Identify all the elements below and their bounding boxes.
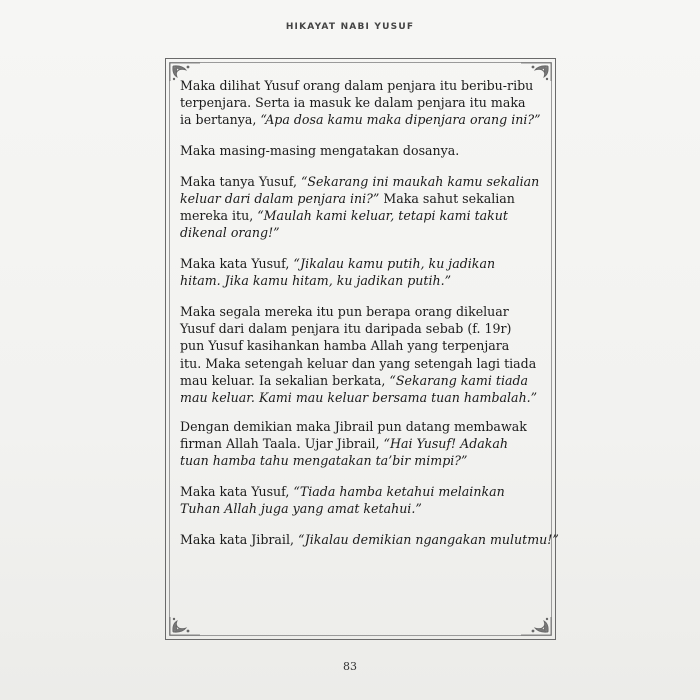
body-text bbox=[180, 77, 559, 561]
italic-quote: “Sekarang kami tiada bbox=[389, 372, 529, 388]
text-line bbox=[180, 337, 550, 354]
italic-quote: keluar dari dalam penjara ini?” bbox=[180, 191, 380, 207]
italic-quote: Tuhan Allah juga yang amat ketahui.” bbox=[180, 501, 422, 517]
text-line bbox=[180, 173, 550, 190]
roman-text: mereka itu, bbox=[180, 208, 258, 224]
text-line bbox=[180, 207, 550, 224]
text-line bbox=[180, 418, 550, 435]
text-line bbox=[180, 77, 550, 94]
roman-text: itu. Maka setengah keluar dan yang setengah lagi tiada bbox=[180, 355, 537, 371]
paragraph bbox=[180, 173, 550, 242]
text-line bbox=[180, 389, 550, 406]
text-line bbox=[180, 355, 550, 372]
italic-quote: hitam. Jika kamu hitam, ku jadikan putih.” bbox=[180, 273, 452, 289]
roman-text: Maka masing-masing mengatakan dosanya. bbox=[180, 143, 460, 159]
text-line bbox=[180, 142, 550, 159]
paragraph bbox=[180, 303, 550, 406]
paragraph bbox=[180, 255, 550, 289]
italic-quote: “Sekarang ini maukah kamu sekalian bbox=[300, 173, 540, 189]
italic-quote: tuan hamba tahu mengatakan ta’bir mimpi?” bbox=[180, 453, 468, 469]
italic-quote: mau keluar. Kami mau keluar bersama tuan hambalah.” bbox=[180, 390, 538, 406]
roman-text: Maka sahut sekalian bbox=[379, 191, 515, 207]
paragraph bbox=[180, 531, 559, 548]
italic-quote: “Hai Yusuf! Adakah bbox=[383, 435, 509, 451]
text-line bbox=[180, 483, 550, 500]
text-line bbox=[180, 94, 550, 111]
roman-text: Maka kata Jibrail, bbox=[180, 531, 298, 547]
text-line bbox=[180, 372, 550, 389]
roman-text: Maka kata Yusuf, bbox=[180, 483, 294, 499]
italic-quote: “Tiada hamba ketahui melainkan bbox=[293, 483, 505, 499]
corner-ornament-icon bbox=[168, 615, 202, 637]
roman-text: firman Allah Taala. Ujar Jibrail, bbox=[180, 435, 384, 451]
paragraph bbox=[180, 418, 550, 470]
roman-text: Dengan demikian maka Jibrail pun datang membawak bbox=[180, 418, 527, 434]
text-line bbox=[180, 435, 550, 452]
italic-quote: “Maulah kami keluar, tetapi kami takut bbox=[257, 208, 508, 224]
italic-quote: “Apa dosa kamu maka dipenjara orang ini?” bbox=[260, 112, 541, 128]
text-line bbox=[180, 255, 550, 272]
roman-text: Maka kata Yusuf, bbox=[180, 256, 294, 272]
italic-quote: “Jikalau demikian ngangakan mulutmu!” bbox=[298, 531, 559, 547]
roman-text: Yusuf dari dalam penjara itu daripada sebab (f. 19r) bbox=[180, 321, 512, 337]
text-line bbox=[180, 500, 550, 517]
roman-text: Maka segala mereka itu pun berapa orang dikeluar bbox=[180, 304, 509, 320]
text-line bbox=[180, 303, 550, 320]
text-line bbox=[180, 190, 550, 207]
text-line bbox=[180, 452, 550, 469]
paragraph bbox=[180, 142, 550, 159]
italic-quote: dikenal orang!” bbox=[180, 225, 280, 241]
roman-text: ia bertanya, bbox=[180, 112, 261, 128]
text-line bbox=[180, 320, 550, 337]
roman-text: Maka dilihat Yusuf orang dalam penjara itu beribu-ribu bbox=[180, 78, 534, 93]
roman-text: mau keluar. Ia sekalian berkata, bbox=[180, 372, 390, 388]
roman-text: Maka tanya Yusuf, bbox=[180, 173, 301, 189]
paragraph bbox=[180, 77, 550, 129]
text-line bbox=[180, 224, 550, 241]
italic-quote: “Jikalau kamu putih, ku jadikan bbox=[293, 256, 496, 272]
roman-text: pun Yusuf kasihankan hamba Allah yang terpenjara bbox=[180, 338, 510, 354]
running-head: HIKAYAT NABI YUSUF bbox=[285, 22, 415, 32]
text-line bbox=[180, 272, 550, 289]
page-number: 83 bbox=[343, 660, 357, 673]
text-line bbox=[180, 111, 550, 128]
roman-text: terpenjara. Serta ia masuk ke dalam penjara itu maka bbox=[180, 95, 526, 111]
text-line bbox=[180, 531, 559, 548]
corner-ornament-icon bbox=[519, 615, 553, 637]
paragraph bbox=[180, 483, 550, 517]
